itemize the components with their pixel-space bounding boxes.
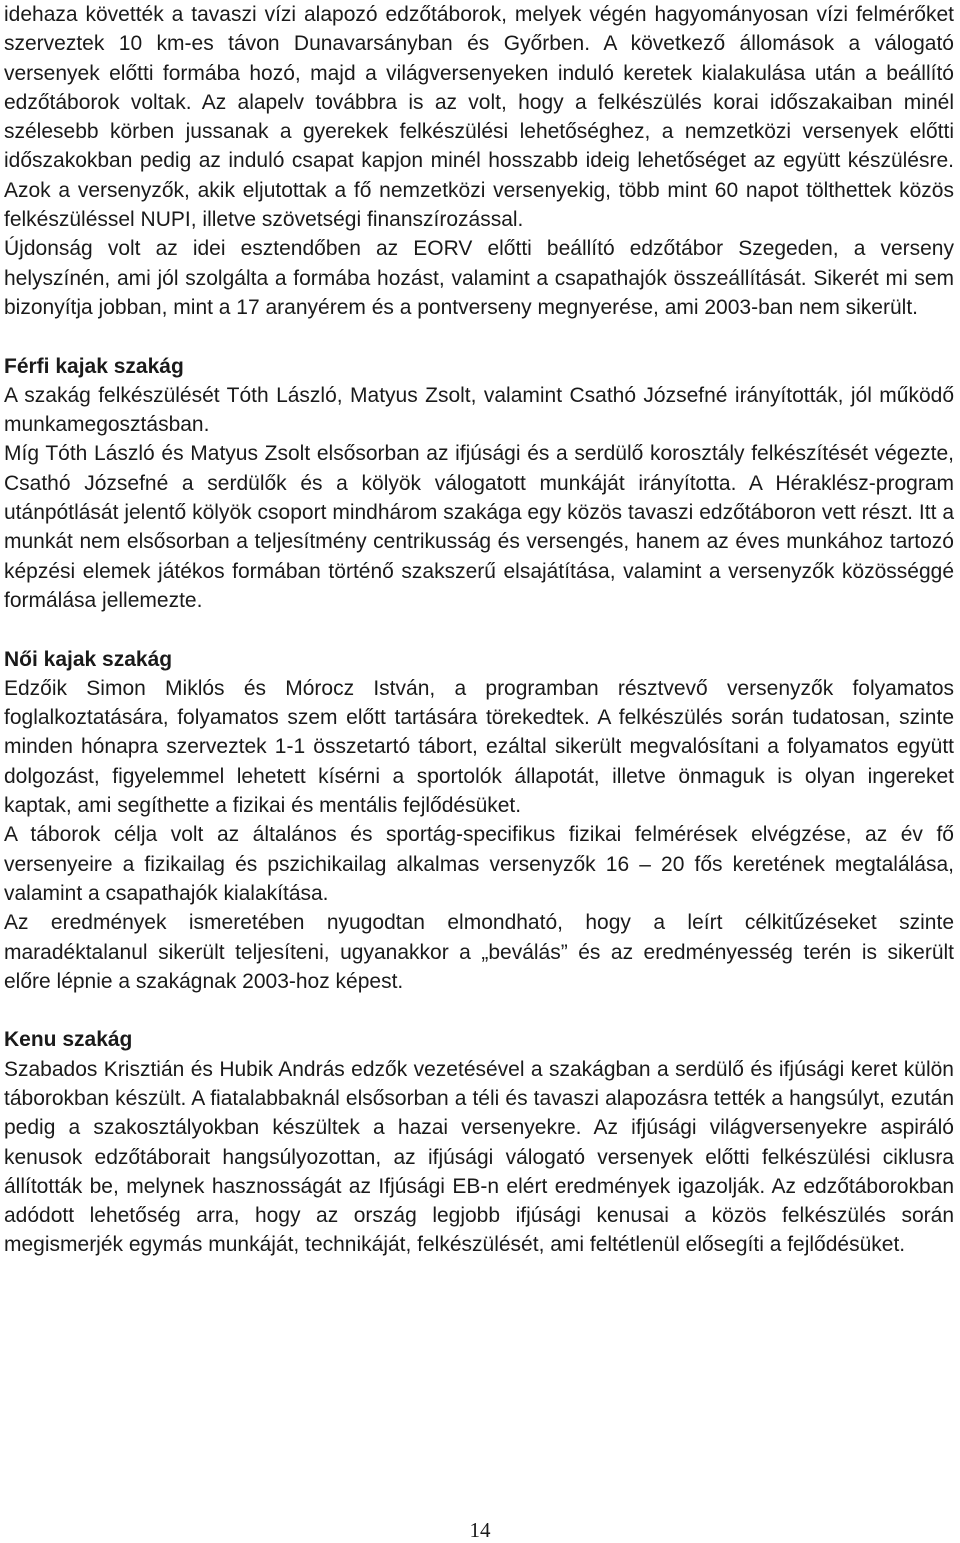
kenu-paragraph-1: Szabados Krisztián és Hubik András edzők vezetésével a szakágban a serdülő és ifjúsági keret külön táborokban készült. A fiatalabbaknál elsősorban a téli és tavaszi alapozásra tették a hangsúlyt, ezután pedig a szakosztályokban készültek a hazai versenyekre. Az ifjúsági világversenyekre aspiráló kenusok edzőtáborait hangsúlyozottan, az ifjúsági válogató versenyek előtti felkészülési ciklusra állították be, melynek hasznosságát az Ifjúsági EB-n elért eredmények igazolják. Az edzőtáborokban adódott lehetőség arra, hogy az ország legjobb ifjúsági kenusai a közös felkészülés során megismerjék egymás munkáját, technikáját, felkészülését, ami feltétlenül elősegíti a fejlődésüket. bbox=[4, 1057, 954, 1257]
section-heading-noi-kajak: Női kajak szakág bbox=[4, 647, 173, 671]
noi-kajak-paragraph-1: Edzőik Simon Miklós és Mórocz István, a programban résztvevő versenyzők folyamatos foglalkoztatására, folyamatos szem előtt tartására törekedtek. A felkészülés során tudatosan, szinte minden hónapra szerveztek 1-1 összetartó tábort, ezáltal sikerült megvalósítani a folyamatos együtt dolgozást, figyelemmel lehetett kísérni a sportolók állapotát, illetve önmaguk is olyan ingereket kaptak, ami segíthette a fizikai és mentális fejlődésüket. bbox=[4, 676, 954, 818]
section-heading-kenu: Kenu szakág bbox=[4, 1028, 133, 1052]
ferfi-kajak-paragraph-1: A szakág felkészülését Tóth László, Matyus Zsolt, valamint Csathó Józsefné irányították, jól működő munkamegosztásban. bbox=[4, 383, 954, 437]
ferfi-kajak-paragraph-2: Míg Tóth László és Matyus Zsolt elsősorban az ifjúsági és a serdülő korosztály felkészítését végezte, Csathó Józsefné a serdülők és a kölyök válogatott munkáját irányította. A Héraklész-program utánpótlását jelentő kölyök csoport mindhárom szakága egy közös tavaszi edzőtáboron vett részt. Itt a munkát nem elsősorban a teljesítmény centrikusság és versengés, hanem az éves munkához tartozó képzési elemek játékos formában történő szakszerű elsajátítása, valamint a versenyzők közösséggé formálása jellemezte. bbox=[4, 442, 954, 612]
section-heading-ferfi-kajak: Férfi kajak szakág bbox=[4, 354, 184, 378]
document-page bbox=[4, 0, 954, 1260]
section-spacer bbox=[4, 615, 954, 644]
intro-paragraph-1: idehaza követték a tavaszi vízi alapozó edzőtáborok, melyek végén hagyományosan vízi felmérőket szerveztek 10 km-es távon Dunavarsányban és Győrben. A következő állomások a válogató versenyek előtti formába hozó, majd a világversenyeken induló keretek kialakulása után a beállító edzőtáborok voltak. Az alapelv továbbra is az volt, hogy a felkészülés korai időszakaiban minél szélesebb körben jussanak a gyerekek felkészülési lehetőséghez, a nemzetközi versenyek előtti időszakokban pedig az induló csapat kapjon minél hosszabb ideig lehetőséget az együtt készülésre. Azok a versenyzők, akik eljutottak a fő nemzetközi versenyekig, több mint 60 napot tölthettek közös felkészüléssel NUPI, illetve szövetségi finanszírozással. bbox=[4, 3, 954, 232]
section-spacer bbox=[4, 322, 954, 351]
noi-kajak-paragraph-2: A táborok célja volt az általános és sportág-specifikus fizikai felmérések elvégzése, az év fő versenyeire a fizikailag és pszichikailag alkalmas versenyzők 16 – 20 fős keretének megtalálása, valamint a csapathajók kialakítása. bbox=[4, 823, 954, 905]
intro-paragraph-2: Újdonság volt az idei esztendőben az EORV előtti beállító edzőtábor Szegeden, a verseny helyszínén, ami jól szolgálta a formába hozást, valamint a csapathajók összeállítását. Sikerét mi sem bizonyítja jobban, mint a 17 aranyérem és a pontverseny megnyerése, ami 2003-ban nem sikerült. bbox=[4, 237, 954, 319]
noi-kajak-paragraph-3: Az eredmények ismeretében nyugodtan elmondható, hogy a leírt célkitűzéseket szinte maradéktalanul sikerült teljesíteni, ugyanakkor a „beválás” és az eredményesség terén is sikerült előre lépnie a szakágnak 2003-hoz képest. bbox=[4, 911, 954, 993]
page-number: 14 bbox=[469, 1518, 491, 1542]
section-spacer bbox=[4, 996, 954, 1025]
